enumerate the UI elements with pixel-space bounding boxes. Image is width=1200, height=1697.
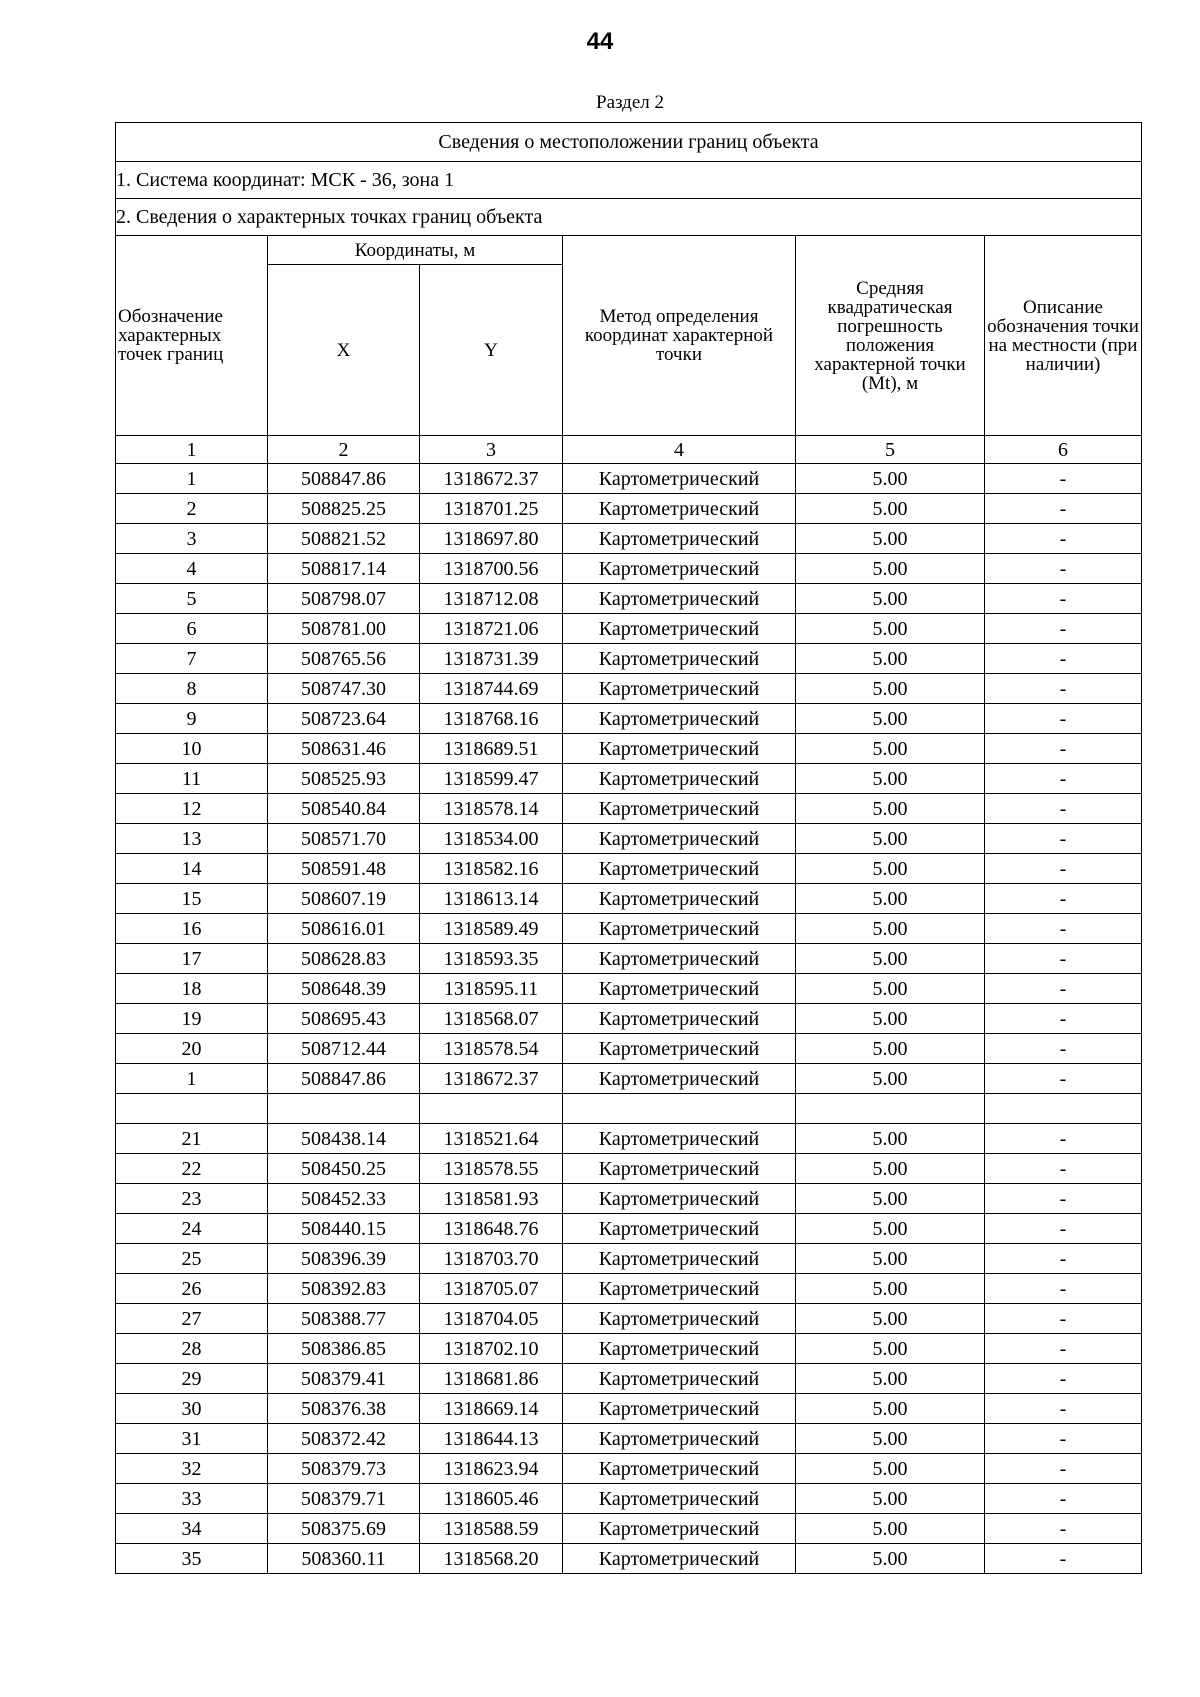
x-coordinate-cell: 508747.30 xyxy=(268,674,420,704)
y-coordinate-cell: 1318701.25 xyxy=(420,494,563,524)
table-row xyxy=(116,974,1142,1004)
method-cell: Картометрический xyxy=(563,1394,796,1424)
x-coordinate-cell: 508607.19 xyxy=(268,884,420,914)
description-cell: - xyxy=(985,1124,1142,1154)
points-heading-text: 2. Сведения о характерных точках границ объекта xyxy=(116,199,1142,236)
x-coordinate-cell: 508591.48 xyxy=(268,854,420,884)
column-number: 6 xyxy=(985,436,1142,464)
description-cell: - xyxy=(985,944,1142,974)
y-coordinate-cell: 1318521.64 xyxy=(420,1124,563,1154)
description-cell: - xyxy=(985,1424,1142,1454)
description-cell: - xyxy=(985,644,1142,674)
x-coordinate-cell: 508438.14 xyxy=(268,1124,420,1154)
table-row xyxy=(116,1064,1142,1094)
point-number-cell: 34 xyxy=(116,1514,268,1544)
description-cell: - xyxy=(985,1034,1142,1064)
y-coordinate-cell: 1318648.76 xyxy=(420,1214,563,1244)
table-row xyxy=(116,1394,1142,1424)
x-coordinate-cell: 508628.83 xyxy=(268,944,420,974)
y-coordinate-cell: 1318669.14 xyxy=(420,1394,563,1424)
method-cell: Картометрический xyxy=(563,1034,796,1064)
method-cell xyxy=(563,1094,796,1124)
method-cell: Картометрический xyxy=(563,704,796,734)
x-coordinate-cell: 508375.69 xyxy=(268,1514,420,1544)
error-cell: 5.00 xyxy=(796,1034,985,1064)
method-cell: Картометрический xyxy=(563,464,796,494)
error-cell: 5.00 xyxy=(796,494,985,524)
method-cell: Картометрический xyxy=(563,1064,796,1094)
column-number: 4 xyxy=(563,436,796,464)
method-cell: Картометрический xyxy=(563,854,796,884)
description-cell: - xyxy=(985,1304,1142,1334)
x-coordinate-cell: 508571.70 xyxy=(268,824,420,854)
description-cell: - xyxy=(985,1364,1142,1394)
y-coordinate-cell: 1318623.94 xyxy=(420,1454,563,1484)
error-cell: 5.00 xyxy=(796,554,985,584)
error-cell: 5.00 xyxy=(796,1484,985,1514)
x-coordinate-cell xyxy=(268,1094,420,1124)
table-row xyxy=(116,1184,1142,1214)
x-coordinate-cell: 508388.77 xyxy=(268,1304,420,1334)
error-cell: 5.00 xyxy=(796,1184,985,1214)
table-row xyxy=(116,1124,1142,1154)
method-cell: Картометрический xyxy=(563,1304,796,1334)
column-number: 1 xyxy=(116,436,268,464)
table-row xyxy=(116,1244,1142,1274)
y-coordinate-cell: 1318599.47 xyxy=(420,764,563,794)
method-cell: Картометрический xyxy=(563,1124,796,1154)
error-cell: 5.00 xyxy=(796,1424,985,1454)
error-cell: 5.00 xyxy=(796,854,985,884)
point-number-cell: 20 xyxy=(116,1034,268,1064)
point-number-cell: 30 xyxy=(116,1394,268,1424)
x-coordinate-cell: 508450.25 xyxy=(268,1154,420,1184)
method-cell: Картометрический xyxy=(563,524,796,554)
method-cell: Картометрический xyxy=(563,1544,796,1574)
point-number-cell: 2 xyxy=(116,494,268,524)
x-coordinate-cell: 508386.85 xyxy=(268,1334,420,1364)
method-cell: Картометрический xyxy=(563,1004,796,1034)
point-number-cell: 21 xyxy=(116,1124,268,1154)
description-cell xyxy=(985,1094,1142,1124)
method-cell: Картометрический xyxy=(563,974,796,1004)
description-cell: - xyxy=(985,1274,1142,1304)
x-coordinate-cell: 508781.00 xyxy=(268,614,420,644)
method-cell: Картометрический xyxy=(563,1274,796,1304)
description-cell: - xyxy=(985,824,1142,854)
method-cell: Картометрический xyxy=(563,884,796,914)
header-method: Метод определения координат характерной точки xyxy=(563,236,796,436)
method-cell: Картометрический xyxy=(563,1364,796,1394)
point-number-cell: 24 xyxy=(116,1214,268,1244)
header-coords: Координаты, м xyxy=(268,236,563,265)
error-cell: 5.00 xyxy=(796,674,985,704)
method-cell: Картометрический xyxy=(563,1244,796,1274)
column-number: 3 xyxy=(420,436,563,464)
page-number: 44 xyxy=(586,28,614,55)
error-cell: 5.00 xyxy=(796,1274,985,1304)
error-cell: 5.00 xyxy=(796,1124,985,1154)
error-cell: 5.00 xyxy=(796,1544,985,1574)
y-coordinate-cell: 1318595.11 xyxy=(420,974,563,1004)
method-cell: Картометрический xyxy=(563,734,796,764)
boundary-points-table xyxy=(115,122,1142,1574)
point-number-cell: 13 xyxy=(116,824,268,854)
y-coordinate-cell: 1318672.37 xyxy=(420,464,563,494)
description-cell: - xyxy=(985,1154,1142,1184)
point-number-cell: 11 xyxy=(116,764,268,794)
table-row xyxy=(116,1004,1142,1034)
point-number-cell: 33 xyxy=(116,1484,268,1514)
method-cell: Картометрический xyxy=(563,674,796,704)
method-cell: Картометрический xyxy=(563,644,796,674)
header-row-1 xyxy=(116,236,1142,265)
error-cell: 5.00 xyxy=(796,1454,985,1484)
y-coordinate-cell: 1318581.93 xyxy=(420,1184,563,1214)
table-row xyxy=(116,884,1142,914)
method-cell: Картометрический xyxy=(563,584,796,614)
x-coordinate-cell: 508825.25 xyxy=(268,494,420,524)
table-row xyxy=(116,1364,1142,1394)
header-designation: Обозначение характерных точек границ xyxy=(116,236,268,436)
point-number-cell: 19 xyxy=(116,1004,268,1034)
description-cell: - xyxy=(985,704,1142,734)
y-coordinate-cell: 1318568.20 xyxy=(420,1544,563,1574)
y-coordinate-cell: 1318644.13 xyxy=(420,1424,563,1454)
table-row xyxy=(116,494,1142,524)
description-cell: - xyxy=(985,1454,1142,1484)
x-coordinate-cell: 508379.41 xyxy=(268,1364,420,1394)
column-number-row xyxy=(116,436,1142,464)
method-cell: Картометрический xyxy=(563,494,796,524)
point-number-cell: 23 xyxy=(116,1184,268,1214)
coord-system-row xyxy=(116,162,1142,199)
description-cell: - xyxy=(985,1244,1142,1274)
point-number-cell: 29 xyxy=(116,1364,268,1394)
x-coordinate-cell: 508821.52 xyxy=(268,524,420,554)
y-coordinate-cell: 1318534.00 xyxy=(420,824,563,854)
x-coordinate-cell: 508723.64 xyxy=(268,704,420,734)
table-row xyxy=(116,704,1142,734)
separator-row xyxy=(116,1094,1142,1124)
header-x: X xyxy=(268,265,420,436)
description-cell: - xyxy=(985,584,1142,614)
error-cell: 5.00 xyxy=(796,1394,985,1424)
points-heading-row xyxy=(116,199,1142,236)
table-row xyxy=(116,1274,1142,1304)
method-cell: Картометрический xyxy=(563,1184,796,1214)
error-cell: 5.00 xyxy=(796,974,985,1004)
y-coordinate-cell: 1318588.59 xyxy=(420,1514,563,1544)
method-cell: Картометрический xyxy=(563,1484,796,1514)
description-cell: - xyxy=(985,524,1142,554)
table-row xyxy=(116,1214,1142,1244)
error-cell: 5.00 xyxy=(796,1364,985,1394)
description-cell: - xyxy=(985,1334,1142,1364)
description-cell: - xyxy=(985,1184,1142,1214)
point-number-cell: 8 xyxy=(116,674,268,704)
point-number-cell: 16 xyxy=(116,914,268,944)
method-cell: Картометрический xyxy=(563,764,796,794)
y-coordinate-cell: 1318613.14 xyxy=(420,884,563,914)
y-coordinate-cell: 1318582.16 xyxy=(420,854,563,884)
point-number-cell: 12 xyxy=(116,794,268,824)
description-cell: - xyxy=(985,614,1142,644)
description-cell: - xyxy=(985,1514,1142,1544)
x-coordinate-cell: 508379.73 xyxy=(268,1454,420,1484)
coord-system-text: 1. Система координат: МСК - 36, зона 1 xyxy=(116,162,1142,199)
column-number: 2 xyxy=(268,436,420,464)
table-row xyxy=(116,1514,1142,1544)
table-row xyxy=(116,734,1142,764)
point-number-cell: 1 xyxy=(116,1064,268,1094)
error-cell: 5.00 xyxy=(796,584,985,614)
header-description: Описание обозначения точки на местности (при наличии) xyxy=(985,236,1142,436)
point-number-cell: 26 xyxy=(116,1274,268,1304)
table-row xyxy=(116,1454,1142,1484)
y-coordinate-cell: 1318700.56 xyxy=(420,554,563,584)
x-coordinate-cell: 508648.39 xyxy=(268,974,420,1004)
x-coordinate-cell: 508440.15 xyxy=(268,1214,420,1244)
error-cell: 5.00 xyxy=(796,734,985,764)
method-cell: Картометрический xyxy=(563,1214,796,1244)
y-coordinate-cell: 1318705.07 xyxy=(420,1274,563,1304)
description-cell: - xyxy=(985,734,1142,764)
table-row xyxy=(116,1334,1142,1364)
x-coordinate-cell: 508379.71 xyxy=(268,1484,420,1514)
point-number-cell xyxy=(116,1094,268,1124)
description-cell: - xyxy=(985,794,1142,824)
table-row xyxy=(116,1544,1142,1574)
table-title: Сведения о местоположении границ объекта xyxy=(116,123,1142,162)
error-cell: 5.00 xyxy=(796,914,985,944)
error-cell: 5.00 xyxy=(796,884,985,914)
table-row xyxy=(116,1154,1142,1184)
error-cell: 5.00 xyxy=(796,1334,985,1364)
method-cell: Картометрический xyxy=(563,1424,796,1454)
error-cell: 5.00 xyxy=(796,644,985,674)
x-coordinate-cell: 508452.33 xyxy=(268,1184,420,1214)
point-number-cell: 22 xyxy=(116,1154,268,1184)
point-number-cell: 17 xyxy=(116,944,268,974)
table-row xyxy=(116,1484,1142,1514)
error-cell xyxy=(796,1094,985,1124)
y-coordinate-cell: 1318712.08 xyxy=(420,584,563,614)
y-coordinate-cell: 1318593.35 xyxy=(420,944,563,974)
y-coordinate-cell: 1318721.06 xyxy=(420,614,563,644)
table-row xyxy=(116,674,1142,704)
method-cell: Картометрический xyxy=(563,914,796,944)
table-row xyxy=(116,584,1142,614)
y-coordinate-cell: 1318702.10 xyxy=(420,1334,563,1364)
method-cell: Картометрический xyxy=(563,1514,796,1544)
description-cell: - xyxy=(985,914,1142,944)
point-number-cell: 18 xyxy=(116,974,268,1004)
table-row xyxy=(116,764,1142,794)
y-coordinate-cell: 1318703.70 xyxy=(420,1244,563,1274)
table-row xyxy=(116,794,1142,824)
y-coordinate-cell: 1318731.39 xyxy=(420,644,563,674)
x-coordinate-cell: 508798.07 xyxy=(268,584,420,614)
x-coordinate-cell: 508695.43 xyxy=(268,1004,420,1034)
x-coordinate-cell: 508712.44 xyxy=(268,1034,420,1064)
point-number-cell: 25 xyxy=(116,1244,268,1274)
point-number-cell: 31 xyxy=(116,1424,268,1454)
point-number-cell: 7 xyxy=(116,644,268,674)
y-coordinate-cell: 1318578.55 xyxy=(420,1154,563,1184)
x-coordinate-cell: 508616.01 xyxy=(268,914,420,944)
point-number-cell: 15 xyxy=(116,884,268,914)
x-coordinate-cell: 508525.93 xyxy=(268,764,420,794)
table-row xyxy=(116,614,1142,644)
description-cell: - xyxy=(985,464,1142,494)
point-number-cell: 3 xyxy=(116,524,268,554)
y-coordinate-cell xyxy=(420,1094,563,1124)
method-cell: Картометрический xyxy=(563,614,796,644)
method-cell: Картометрический xyxy=(563,1334,796,1364)
error-cell: 5.00 xyxy=(796,764,985,794)
y-coordinate-cell: 1318568.07 xyxy=(420,1004,563,1034)
method-cell: Картометрический xyxy=(563,1154,796,1184)
error-cell: 5.00 xyxy=(796,944,985,974)
error-cell: 5.00 xyxy=(796,1214,985,1244)
table-row xyxy=(116,944,1142,974)
point-number-cell: 4 xyxy=(116,554,268,584)
method-cell: Картометрический xyxy=(563,794,796,824)
error-cell: 5.00 xyxy=(796,1244,985,1274)
y-coordinate-cell: 1318578.14 xyxy=(420,794,563,824)
table-row xyxy=(116,824,1142,854)
x-coordinate-cell: 508396.39 xyxy=(268,1244,420,1274)
description-cell: - xyxy=(985,554,1142,584)
header-y: Y xyxy=(420,265,563,436)
column-number: 5 xyxy=(796,436,985,464)
description-cell: - xyxy=(985,1394,1142,1424)
point-number-cell: 14 xyxy=(116,854,268,884)
description-cell: - xyxy=(985,764,1142,794)
method-cell: Картометрический xyxy=(563,824,796,854)
x-coordinate-cell: 508392.83 xyxy=(268,1274,420,1304)
x-coordinate-cell: 508817.14 xyxy=(268,554,420,584)
method-cell: Картометрический xyxy=(563,554,796,584)
description-cell: - xyxy=(985,1544,1142,1574)
point-number-cell: 9 xyxy=(116,704,268,734)
table-row xyxy=(116,914,1142,944)
x-coordinate-cell: 508360.11 xyxy=(268,1544,420,1574)
x-coordinate-cell: 508376.38 xyxy=(268,1394,420,1424)
point-number-cell: 35 xyxy=(116,1544,268,1574)
y-coordinate-cell: 1318697.80 xyxy=(420,524,563,554)
point-number-cell: 28 xyxy=(116,1334,268,1364)
description-cell: - xyxy=(985,1214,1142,1244)
table-row xyxy=(116,554,1142,584)
y-coordinate-cell: 1318704.05 xyxy=(420,1304,563,1334)
x-coordinate-cell: 508631.46 xyxy=(268,734,420,764)
x-coordinate-cell: 508847.86 xyxy=(268,464,420,494)
y-coordinate-cell: 1318605.46 xyxy=(420,1484,563,1514)
point-number-cell: 6 xyxy=(116,614,268,644)
method-cell: Картометрический xyxy=(563,944,796,974)
y-coordinate-cell: 1318672.37 xyxy=(420,1064,563,1094)
y-coordinate-cell: 1318768.16 xyxy=(420,704,563,734)
y-coordinate-cell: 1318589.49 xyxy=(420,914,563,944)
table-title-row xyxy=(116,123,1142,162)
description-cell: - xyxy=(985,854,1142,884)
header-error: Средняя квадратическая погрешность положения характерной точки (Mt), м xyxy=(796,236,985,436)
y-coordinate-cell: 1318689.51 xyxy=(420,734,563,764)
table-row xyxy=(116,1304,1142,1334)
point-number-cell: 10 xyxy=(116,734,268,764)
table-row xyxy=(116,644,1142,674)
error-cell: 5.00 xyxy=(796,1514,985,1544)
description-cell: - xyxy=(985,1064,1142,1094)
error-cell: 5.00 xyxy=(796,464,985,494)
table-row xyxy=(116,524,1142,554)
point-number-cell: 32 xyxy=(116,1454,268,1484)
x-coordinate-cell: 508540.84 xyxy=(268,794,420,824)
table-row xyxy=(116,854,1142,884)
x-coordinate-cell: 508847.86 xyxy=(268,1064,420,1094)
error-cell: 5.00 xyxy=(796,704,985,734)
table-row xyxy=(116,464,1142,494)
point-number-cell: 27 xyxy=(116,1304,268,1334)
description-cell: - xyxy=(985,974,1142,1004)
description-cell: - xyxy=(985,674,1142,704)
x-coordinate-cell: 508765.56 xyxy=(268,644,420,674)
error-cell: 5.00 xyxy=(796,524,985,554)
table-row xyxy=(116,1034,1142,1064)
error-cell: 5.00 xyxy=(796,1064,985,1094)
error-cell: 5.00 xyxy=(796,794,985,824)
description-cell: - xyxy=(985,494,1142,524)
error-cell: 5.00 xyxy=(796,1304,985,1334)
error-cell: 5.00 xyxy=(796,824,985,854)
point-number-cell: 1 xyxy=(116,464,268,494)
point-number-cell: 5 xyxy=(116,584,268,614)
description-cell: - xyxy=(985,1004,1142,1034)
y-coordinate-cell: 1318578.54 xyxy=(420,1034,563,1064)
y-coordinate-cell: 1318681.86 xyxy=(420,1364,563,1394)
y-coordinate-cell: 1318744.69 xyxy=(420,674,563,704)
description-cell: - xyxy=(985,1484,1142,1514)
x-coordinate-cell: 508372.42 xyxy=(268,1424,420,1454)
section-label: Раздел 2 xyxy=(596,92,664,113)
table-row xyxy=(116,1424,1142,1454)
error-cell: 5.00 xyxy=(796,1004,985,1034)
error-cell: 5.00 xyxy=(796,1154,985,1184)
description-cell: - xyxy=(985,884,1142,914)
error-cell: 5.00 xyxy=(796,614,985,644)
method-cell: Картометрический xyxy=(563,1454,796,1484)
